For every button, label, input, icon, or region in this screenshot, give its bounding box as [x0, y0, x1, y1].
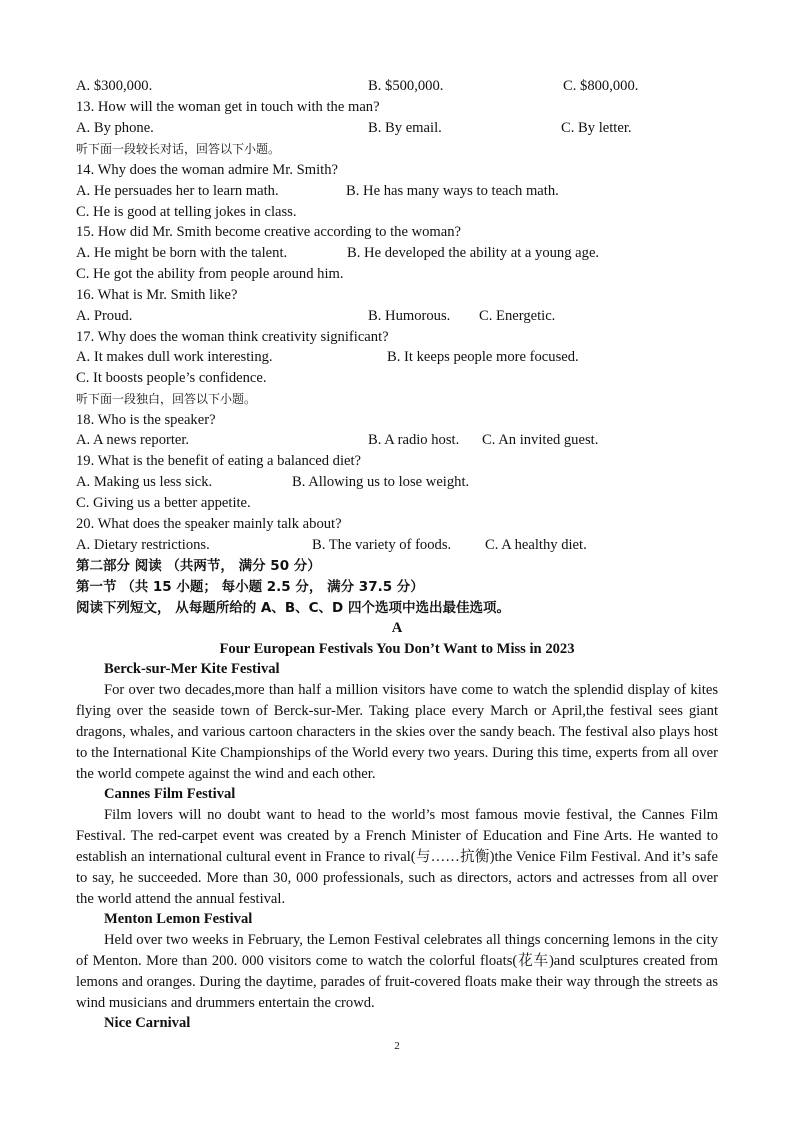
- q13-option-b: B. By email.: [368, 120, 442, 136]
- q18-option-a: A. A news reporter.: [76, 432, 190, 448]
- q18-option-b: B. A radio host.: [368, 432, 460, 448]
- q17-option-b: B. It keeps people more focused.: [387, 349, 579, 365]
- festival-name-cannes: Cannes Film Festival: [104, 786, 236, 802]
- festival-name-nice: Nice Carnival: [104, 1015, 191, 1031]
- q20-stem: 20. What does the speaker mainly talk about?: [76, 516, 342, 532]
- instruction-long-dialogue: 听下面一段较长对话，回答以下小题。: [76, 142, 281, 156]
- q15-option-b: B. He developed the ability at a young age.: [347, 245, 600, 261]
- q13-option-a: A. By phone.: [76, 120, 154, 136]
- q15-option-a: A. He might be born with the talent.: [76, 245, 288, 261]
- q15-stem: 15. How did Mr. Smith become creative according to the woman?: [76, 224, 462, 240]
- q15-option-c: C. He got the ability from people around him.: [76, 266, 344, 282]
- q20-option-a: A. Dietary restrictions.: [76, 537, 210, 553]
- q16-option-a: A. Proud.: [76, 308, 133, 324]
- page-number: 2: [394, 1040, 400, 1052]
- q16-stem: 16. What is Mr. Smith like?: [76, 287, 238, 303]
- q12-options: [76, 76, 639, 97]
- festival-text-lemon: Held over two weeks in February, the Lemon Festival celebrates all things concerning lemons in the city of Menton. More than 200. 000 visitors come to watch the colorful floats(花车)and sculptures created from lemons and oranges. During the daytime, parades of fruit-covered floats make their way through the streets as wind musicians and drummers entertain the crowd.: [76, 932, 718, 1011]
- q16-option-b: B. Humorous.: [368, 308, 451, 324]
- q14-stem: 14. Why does the woman admire Mr. Smith?: [76, 162, 338, 178]
- part2-heading: 第二部分 阅读 （共两节， 满分 50 分）: [76, 558, 321, 574]
- q17-stem: 17. Why does the woman think creativity significant?: [76, 329, 389, 345]
- q19-options-ab: [76, 472, 470, 493]
- passage-title: Four European Festivals You Don’t Want to Miss in 2023: [219, 641, 575, 657]
- q12-option-a: A. $300,000.: [76, 78, 153, 94]
- q19-option-c: C. Giving us a better appetite.: [76, 495, 251, 511]
- q12-option-b: B. $500,000.: [368, 78, 444, 94]
- q20-options: [76, 535, 587, 556]
- q17-option-c: C. It boosts people’s confidence.: [76, 370, 267, 386]
- instruction-monologue: 听下面一段独白，回答以下小题。: [76, 392, 257, 406]
- q13-options: [76, 118, 632, 139]
- q12-option-c: C. $800,000.: [563, 78, 639, 94]
- q15-options-ab: [76, 243, 600, 264]
- q20-option-b: B. The variety of foods.: [312, 537, 452, 553]
- q16-options: [76, 306, 556, 327]
- festival-text-kite: For over two decades,more than half a million visitors have come to watch the splendid display of kites flying over the seaside town of Berck-sur-Mer. Taking place every March or April,the festival sees giant dragons, whales, and various cartoon characters in the skies over the sandy beach. The festival also plays host to the International Kite Championships of the World every two years. During this time, experts from all over the world compete against the wind and each other.: [76, 682, 718, 782]
- q14-option-c: C. He is good at telling jokes in class.: [76, 204, 297, 220]
- festival-name-lemon: Menton Lemon Festival: [104, 911, 253, 927]
- q14-options-ab: [76, 181, 559, 202]
- q19-option-b: B. Allowing us to lose weight.: [292, 474, 470, 490]
- section1-heading: 第一节 （共 15 小题； 每小题 2.5 分， 满分 37.5 分）: [76, 579, 424, 595]
- q17-options-ab: [76, 347, 579, 368]
- q14-option-b: B. He has many ways to teach math.: [346, 183, 559, 199]
- q18-options: [76, 430, 599, 451]
- festival-text-cannes: Film lovers will no doubt want to head to the world’s most famous movie festival, the Cannes Film Festival. The red-carpet event was created by a French Minister of Education and Fine Arts. He wanted to establish an international cultural event in France to rival(与……抗衡)the Venice Film Festival. And it’s safe to say, he succeeded. More than 30, 000 professionals, such as directors, actors and actresses from all over the world attend the annual festival.: [76, 807, 718, 907]
- q14-option-a: A. He persuades her to learn math.: [76, 183, 279, 199]
- q20-option-c: C. A healthy diet.: [485, 537, 587, 553]
- festival-name-kite: Berck-sur-Mer Kite Festival: [104, 661, 280, 677]
- q16-option-c: C. Energetic.: [479, 308, 556, 324]
- q19-option-a: A. Making us less sick.: [76, 474, 213, 490]
- passage-letter: A: [391, 620, 403, 636]
- q18-option-c: C. An invited guest.: [482, 432, 599, 448]
- q17-option-a: A. It makes dull work interesting.: [76, 349, 273, 365]
- q19-stem: 19. What is the benefit of eating a balanced diet?: [76, 453, 362, 469]
- q13-stem: 13. How will the woman get in touch with the man?: [76, 99, 380, 115]
- q13-option-c: C. By letter.: [561, 120, 632, 136]
- q18-stem: 18. Who is the speaker?: [76, 412, 216, 428]
- reading-instruction: 阅读下列短文， 从每题所给的 A、B、C、D 四个选项中选出最佳选项。: [76, 600, 510, 616]
